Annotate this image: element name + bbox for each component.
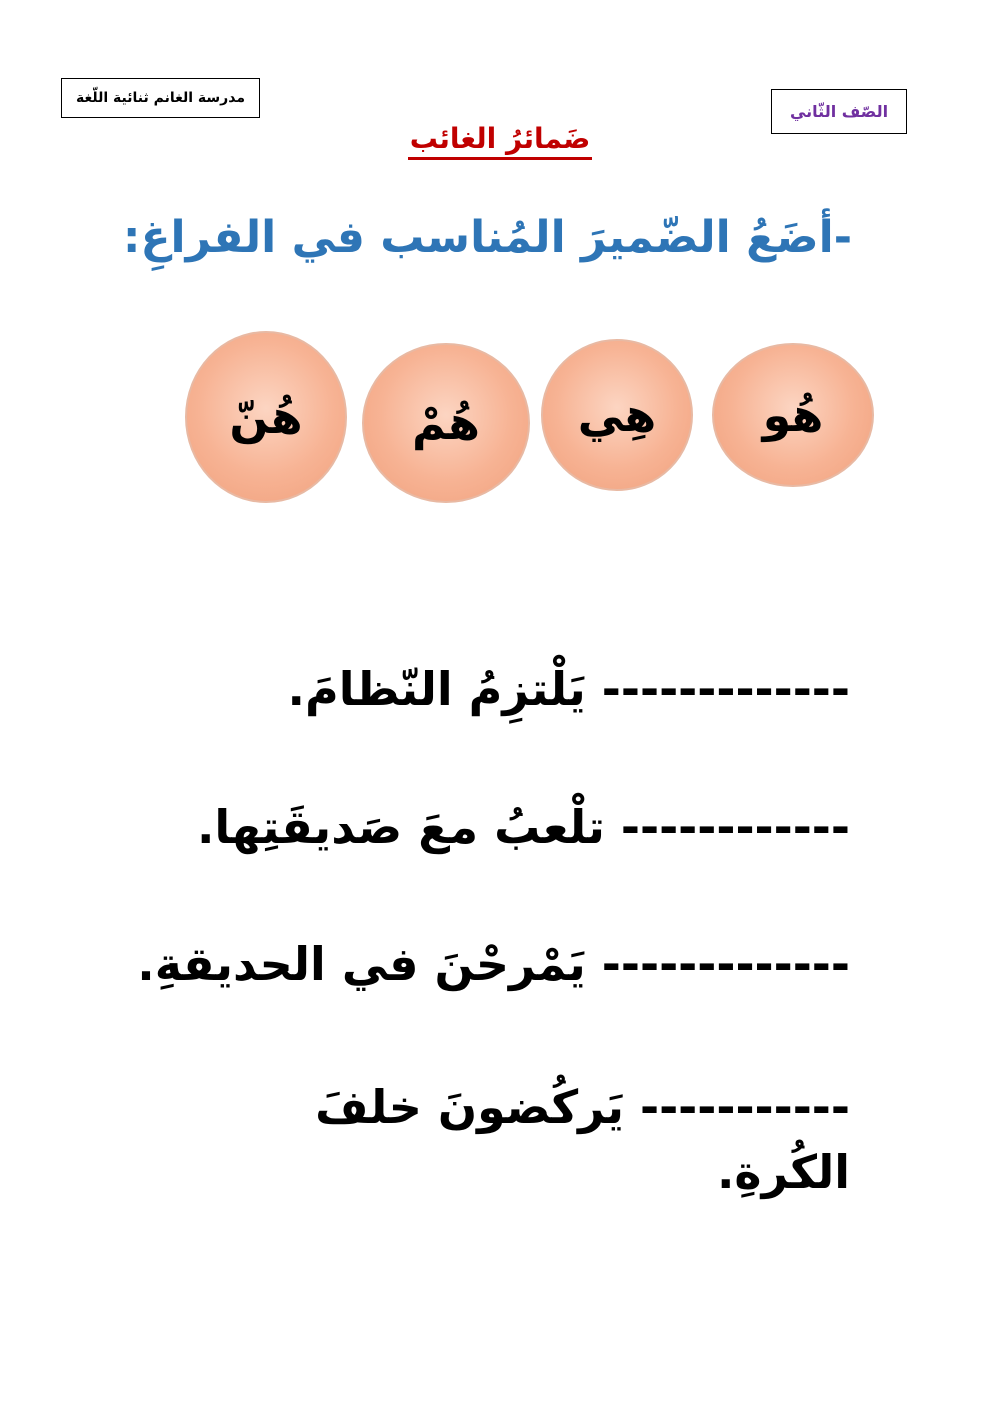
grade-label: الصّف الثّاني: [789, 102, 889, 121]
school-name-box: [61, 78, 260, 118]
school-name: مدرسة الغانم ثنائية اللّغة: [76, 90, 245, 106]
answer-blank[interactable]: -------------: [601, 662, 850, 716]
pronoun-label: هُمْ: [412, 396, 480, 450]
answer-blank[interactable]: -------------: [601, 937, 850, 991]
exercise-sentence-4-continued: [717, 1145, 850, 1199]
pronoun-label: هِي: [577, 388, 657, 442]
exercise-sentence-3: [137, 937, 850, 991]
sentence-text: يَلْتزِمُ النّظامَ.: [287, 662, 586, 716]
page-title-text: ضَمائرُ الغائب: [408, 122, 593, 160]
sentence-text: تلْعبُ معَ صَديقَتِها.: [196, 800, 605, 854]
instruction: -أضَعُ الضّميرَ المُناسب في الفراغِ:: [122, 212, 852, 263]
answer-blank[interactable]: -----------: [639, 1080, 850, 1134]
sentence-text: يَركُضونَ خلفَ: [315, 1080, 624, 1134]
pronoun-label: هُنّ: [229, 390, 303, 444]
sentence-text: يَمْرحْنَ في الحديقةِ.: [137, 937, 586, 991]
answer-blank[interactable]: ------------: [620, 800, 850, 854]
sentence-text: الكُرةِ.: [716, 1145, 850, 1199]
pronoun-label: هُو: [762, 388, 824, 442]
exercise-sentence-4: [315, 1080, 850, 1134]
page-title: [0, 122, 1000, 155]
pronoun-circle-hiya[interactable]: [541, 339, 693, 491]
pronoun-circle-huwa[interactable]: [712, 343, 874, 487]
exercise-sentence-1: [288, 662, 850, 716]
pronoun-circle-hum[interactable]: [362, 343, 530, 503]
pronoun-circle-hunna[interactable]: [185, 331, 347, 503]
exercise-sentence-2: [197, 800, 850, 854]
